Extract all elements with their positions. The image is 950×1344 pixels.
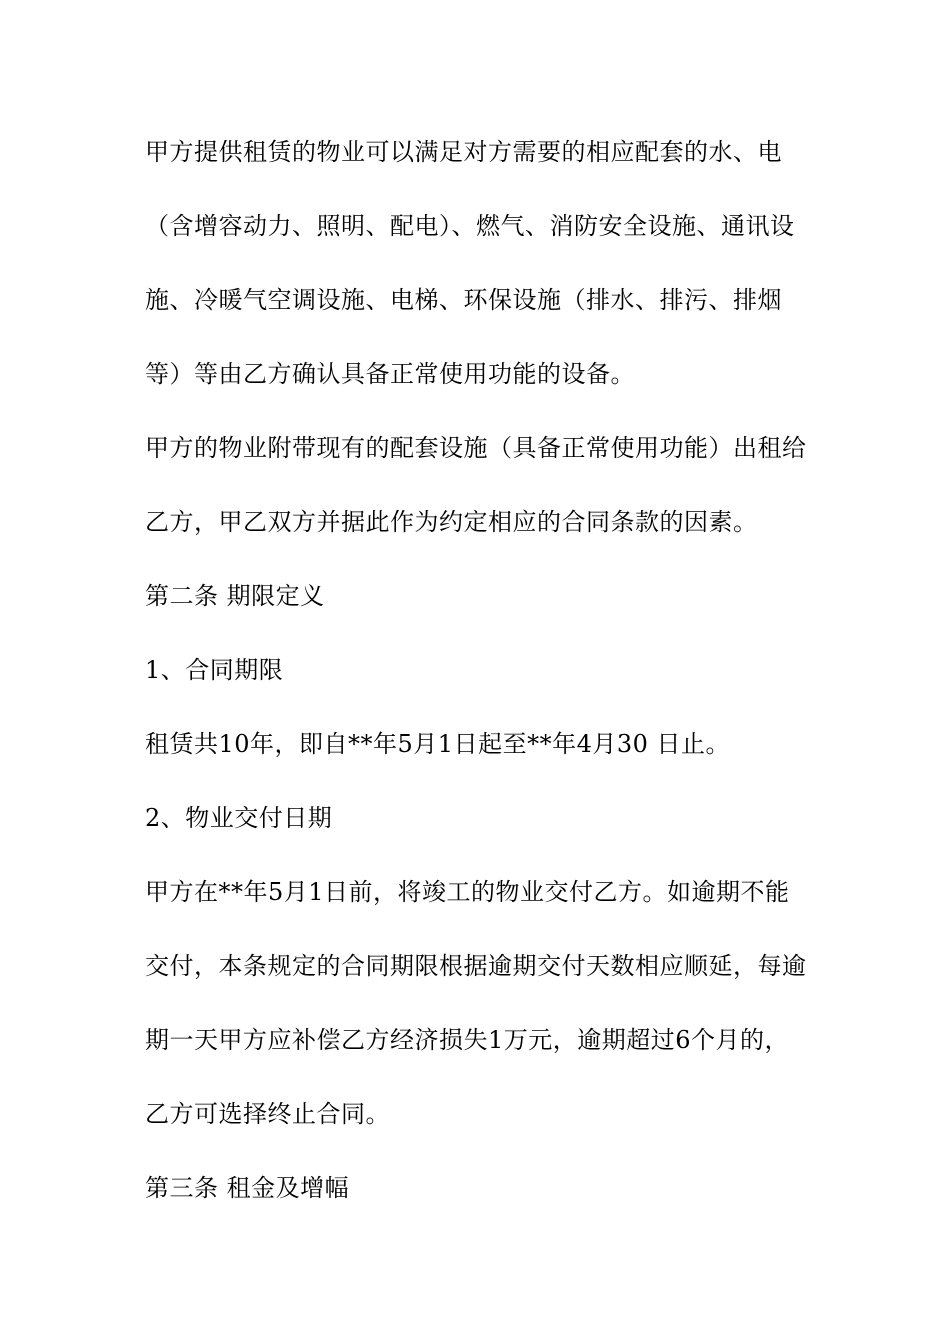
paragraph-line: 甲方的物业附带现有的配套设施（具备正常使用功能）出租给: [145, 434, 807, 462]
subsection-heading-term: 1、合同期限: [145, 656, 284, 684]
paragraph-line: 乙方可选择终止合同。: [145, 1100, 390, 1128]
section-heading-article-3: 第三条 租金及增幅: [145, 1174, 350, 1202]
paragraph-line: 施、冷暖气空调设施、电梯、环保设施（排水、排污、排烟: [145, 286, 782, 314]
paragraph-line: （含增容动力、照明、配电）、燃气、消防安全设施、通讯设: [145, 212, 795, 240]
paragraph-line: 期一天甲方应补偿乙方经济损失1万元，逾期超过6个月的，: [145, 1026, 790, 1054]
paragraph-line: 租赁共10年，即自**年5月1日起至**年4月30 日止。: [145, 730, 731, 758]
paragraph-line: 交付，本条规定的合同期限根据逾期交付天数相应顺延，每逾: [145, 952, 807, 980]
paragraph-line: 甲方在**年5月1日前，将竣工的物业交付乙方。如逾期不能: [145, 878, 790, 906]
subsection-heading-delivery-date: 2、物业交付日期: [145, 804, 333, 832]
paragraph-line: 乙方，甲乙双方并据此作为约定相应的合同条款的因素。: [145, 508, 758, 536]
section-heading-article-2: 第二条 期限定义: [145, 582, 325, 610]
paragraph-line: 等）等由乙方确认具备正常使用功能的设备。: [145, 360, 635, 388]
paragraph-line: 甲方提供租赁的物业可以满足对方需要的相应配套的水、电: [145, 138, 782, 166]
